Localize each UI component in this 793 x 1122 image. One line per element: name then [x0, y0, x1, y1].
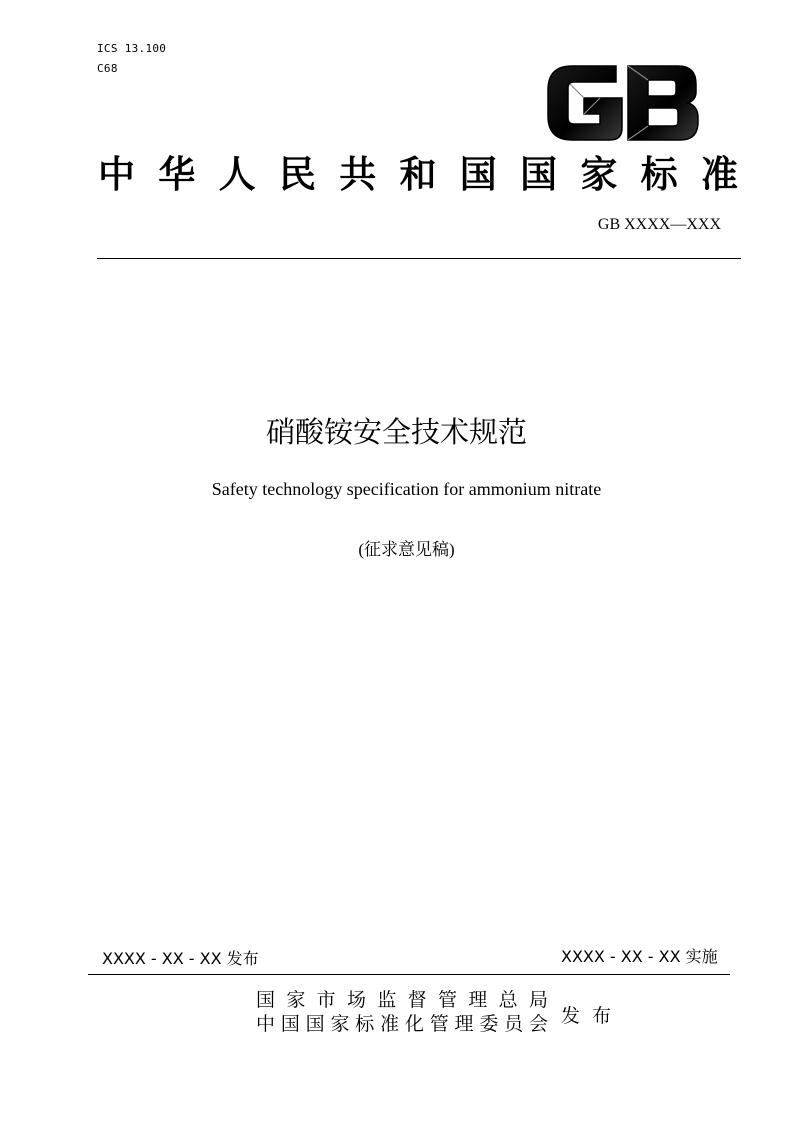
implementation-date: XXXX - XX - XX 实施	[561, 947, 718, 966]
publish-label: 发布	[561, 1005, 624, 1027]
footer-divider	[88, 974, 730, 975]
draft-note: (征求意见稿)	[358, 540, 455, 559]
gb-logo-icon	[544, 62, 702, 144]
header-divider	[97, 258, 741, 259]
issuer-line-2: 中 国 国 家 标 准 化 管 理 委 员 会	[256, 1013, 548, 1035]
document-title-chinese: 硝酸铵安全技术规范	[265, 415, 527, 449]
ics-code: ICS 13.100	[97, 42, 167, 55]
issue-date: XXXX - XX - XX 发布	[102, 949, 259, 968]
document-title-english: Safety technology specification for ammonium nitrate	[211, 479, 602, 499]
national-standard-heading: 中 华 人 民 共 和 国 国 家 标 准	[98, 153, 738, 196]
standard-number: GB XXXX—XXX	[597, 216, 721, 233]
issuer-line-1: 国 家 市 场 监 督 管 理 总 局	[256, 989, 548, 1011]
issuing-authorities	[256, 988, 548, 1036]
classification-code: C68	[97, 62, 118, 75]
